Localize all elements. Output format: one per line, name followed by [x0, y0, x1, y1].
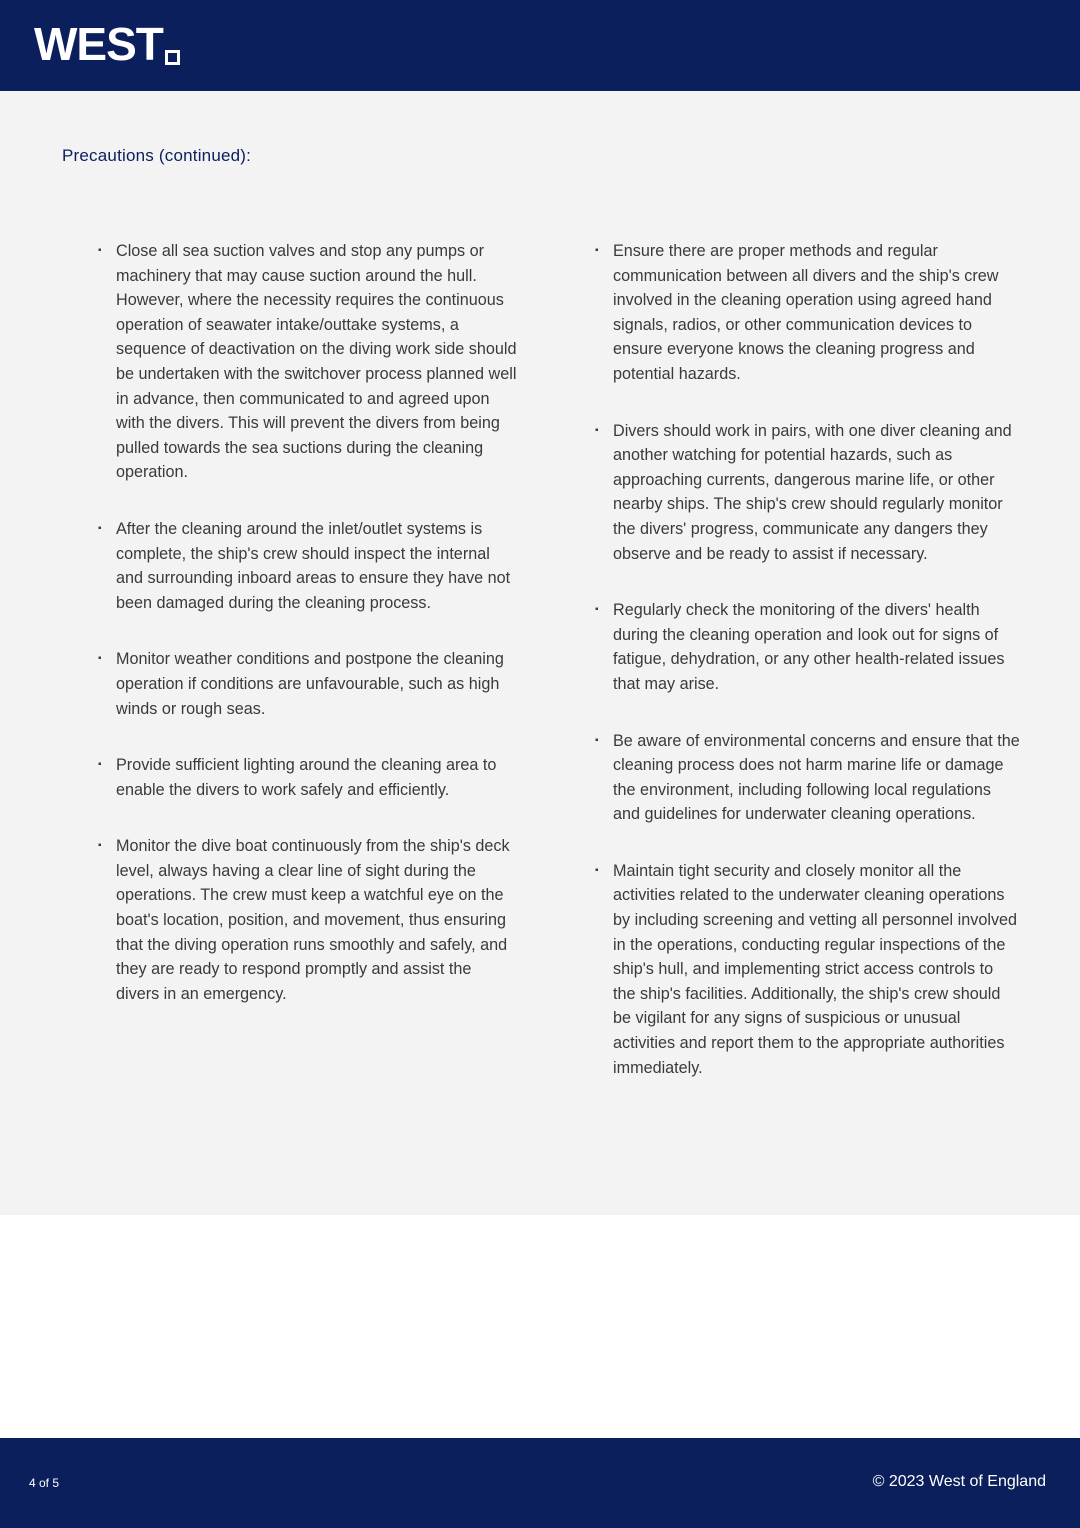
list-item	[98, 834, 518, 1006]
list-item-text: Divers should work in pairs, with one diver cleaning and another watching for potential hazards, such as approaching currents, dangerous marine life, or other nearby ships. The ship's crew should regularly monitor the divers' progress, communicate any dangers they observe and be ready to assist if necessary.	[613, 421, 1012, 563]
bullet-icon: ▪	[595, 864, 599, 876]
list-item	[98, 239, 518, 485]
list-item	[595, 419, 1020, 567]
list-item-text: Monitor the dive boat continuously from the ship's deck level, always having a clear line of sight during the operations. The crew must keep a watchful eye on the boat's location, position, and movement, thus ensuring that the diving operation runs smoothly and safely, and they are ready to respond promptly and assist the divers in an emergency.	[116, 837, 510, 1003]
list-item-text: Regularly check the monitoring of the divers' health during the cleaning operation and look out for signs of fatigue, dehydration, or any other health-related issues that may arise.	[613, 601, 1005, 693]
bullet-icon: ▪	[98, 840, 102, 852]
list-item	[595, 598, 1020, 696]
list-item	[595, 239, 1020, 387]
bullet-icon: ▪	[98, 653, 102, 665]
bullet-icon: ▪	[595, 604, 599, 616]
list-item-text: Close all sea suction valves and stop any pumps or machinery that may cause suction around the hull. However, where the necessity requires the continuous operation of seawater intake/outtake systems, a sequence of deactivation on the diving work side should be undertaken with the switchover process planned well in advance, then communicated to and agreed upon with the divers. This will prevent the divers from being pulled towards the sea suctions during the cleaning operation.	[116, 242, 517, 482]
bullet-icon: ▪	[595, 734, 599, 746]
section-title: Precautions (continued):	[62, 146, 252, 165]
logo-square-icon	[165, 50, 180, 65]
list-item	[98, 647, 518, 721]
copyright-text: © 2023 West of England	[872, 1473, 1046, 1490]
page-header	[0, 0, 1080, 91]
right-bullet-list	[595, 239, 1020, 1112]
page-number: 4 of 5	[29, 1476, 60, 1490]
page-content	[0, 91, 1080, 1215]
page-footer	[0, 1438, 1080, 1528]
bullet-icon: ▪	[98, 522, 102, 534]
list-item-text: After the cleaning around the inlet/outlet systems is complete, the ship's crew should inspect the internal and surrounding inboard areas to ensure they have not been damaged during the cleaning process.	[116, 519, 511, 612]
bullet-icon: ▪	[98, 245, 102, 256]
list-item	[98, 753, 518, 802]
list-item-text: Be aware of environmental concerns and ensure that the cleaning process does not harm marine life or damage the environment, including following local regulations and guidelines for underwater cleaning operations.	[613, 731, 1020, 824]
logo-text: WEST	[34, 18, 163, 70]
list-item	[595, 859, 1020, 1080]
list-item-text: Monitor weather conditions and postpone the cleaning operation if conditions are unfavourable, such as high winds or rough seas.	[116, 650, 504, 718]
list-item	[595, 729, 1020, 827]
bullet-icon: ▪	[595, 245, 599, 256]
bullet-icon: ▪	[595, 424, 599, 436]
west-logo	[34, 18, 180, 70]
bullet-icon: ▪	[98, 759, 102, 771]
list-item-text: Maintain tight security and closely monitor all the activities related to the underwater cleaning operations by including screening and vetting all personnel involved in the operations, conducting regular inspections of the ship's hull, and implementing strict access controls to the ship's facilities. Additionally, the ship's crew should be vigilant for any signs of suspicious or unusual activities and report them to the appropriate authorities immediately.	[613, 861, 1018, 1077]
list-item-text: Ensure there are proper methods and regular communication between all divers and the ship's crew involved in the cleaning operation using agreed hand signals, radios, or other communication devices to ensure everyone knows the cleaning progress and potential hazards.	[613, 242, 999, 383]
left-bullet-list	[98, 239, 518, 1038]
list-item-text: Provide sufficient lighting around the cleaning area to enable the divers to work safely and efficiently.	[116, 756, 497, 799]
list-item	[98, 517, 518, 615]
